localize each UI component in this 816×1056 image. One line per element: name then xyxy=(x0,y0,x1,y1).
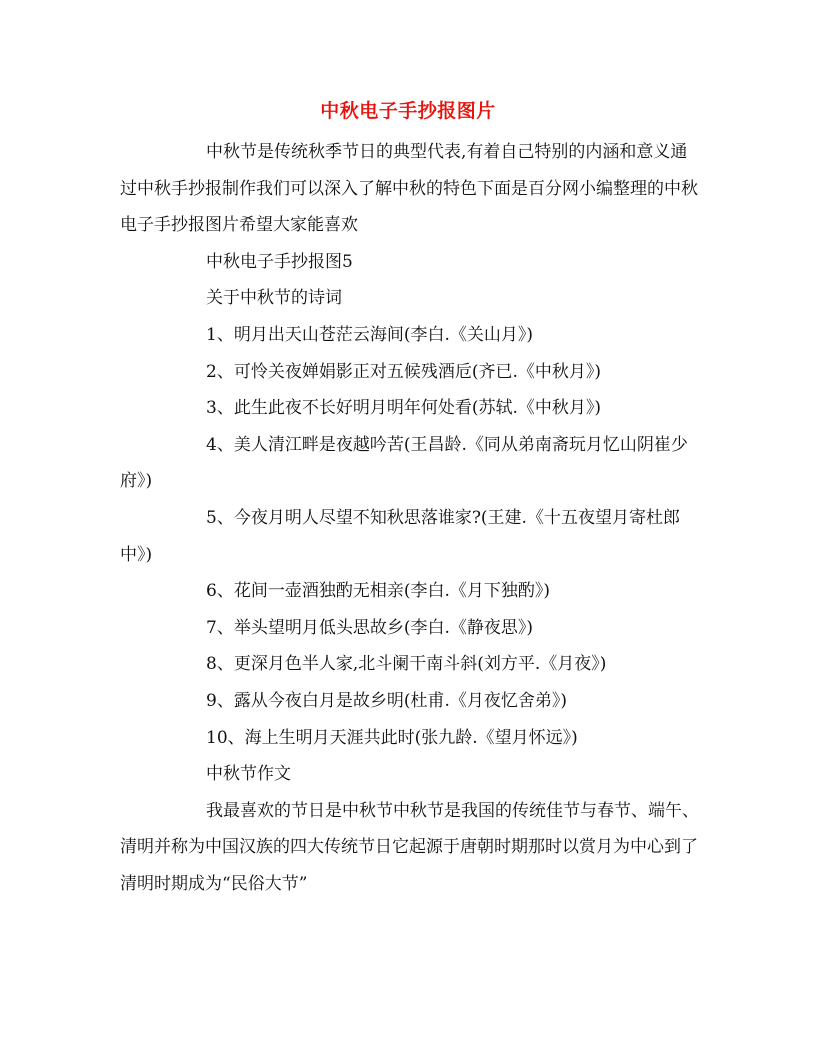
poem-item-5: 5、今夜月明人尽望不知秋思落谁家?(王建.《十五夜望月寄杜郎中》) xyxy=(120,507,680,565)
poem-section-heading: 关于中秋节的诗词 xyxy=(206,288,342,309)
poem-item-8: 8、更深月色半人家,北斗阑干南斗斜(刘方平.《月夜》) xyxy=(206,654,607,675)
document-title: 中秋电子手抄报图片 xyxy=(320,100,496,122)
poem-item-2: 2、可怜关夜婵娟影正对五候残酒卮(齐已.《中秋月》) xyxy=(206,361,601,382)
intro-paragraph: 中秋节是传统秋季节日的典型代表,有着自己特别的内涵和意义通过中秋手抄报制作我们可以深入了解中秋的特色下面是百分网小编整理的中秋电子手抄报图片希望大家能喜欢 xyxy=(120,142,698,236)
poem-item-3: 3、此生此夜不长好明月明年何处看(苏轼.《中秋月》) xyxy=(206,398,601,419)
poem-item-10: 10、海上生明月天涯共此时(张九龄.《望月怀远》) xyxy=(206,727,578,748)
poem-item-4: 4、美人清江畔是夜越吟苦(王昌龄.《同从弟南斋玩月忆山阴崔少府》) xyxy=(120,434,688,492)
poem-item-1: 1、明月出天山苍茫云海间(李白.《关山月》) xyxy=(206,324,533,345)
image-caption: 中秋电子手抄报图5 xyxy=(206,251,353,272)
document-body xyxy=(120,134,700,902)
poem-item-7: 7、举头望明月低头思故乡(李白.《静夜思》) xyxy=(206,617,533,638)
essay-section-heading: 中秋节作文 xyxy=(206,764,291,785)
essay-paragraph: 我最喜欢的节日是中秋节中秋节是我国的传统佳节与春节、端午、清明并称为中国汉族的四大传统节日它起源于唐朝时期那时以赏月为中心到了清明时期成为“民俗大节” xyxy=(120,800,699,894)
poem-item-9: 9、露从今夜白月是故乡明(杜甫.《月夜忆舍弟》) xyxy=(206,690,567,711)
poem-item-6: 6、花间一壶酒独酌无相亲(李白.《月下独酌》) xyxy=(206,581,550,602)
